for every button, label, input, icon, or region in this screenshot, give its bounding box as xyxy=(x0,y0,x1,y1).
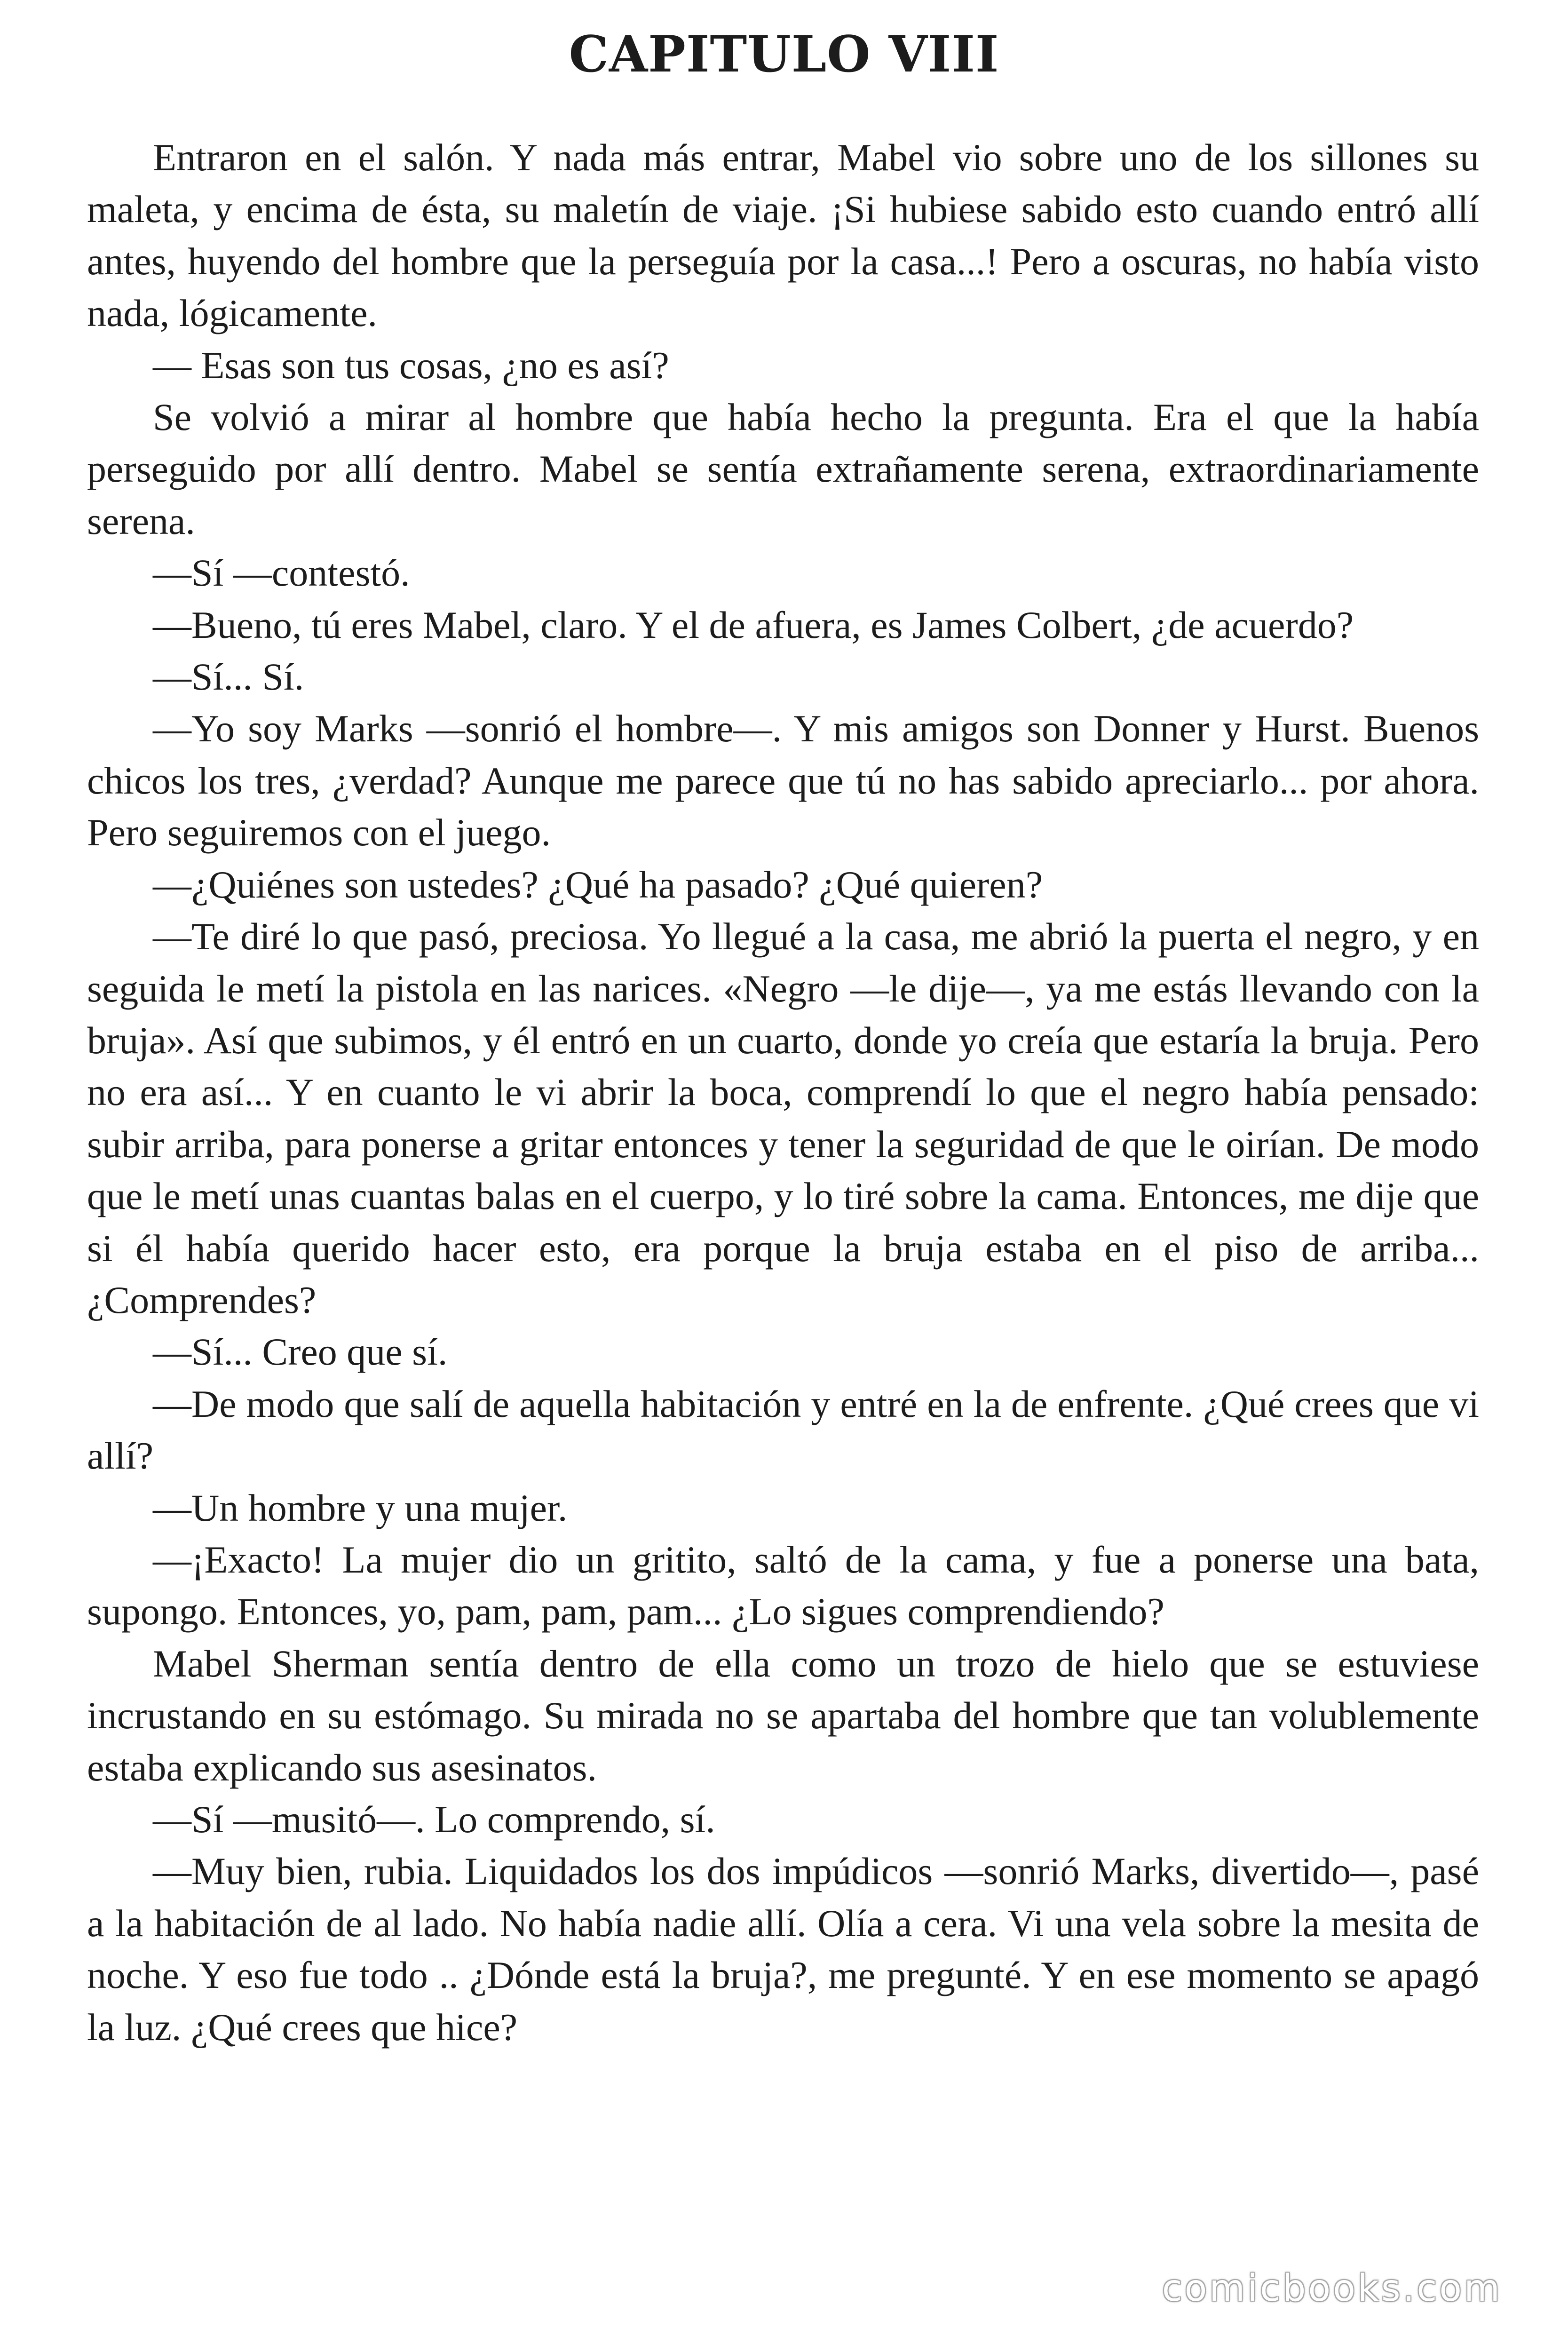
paragraph: —Un hombre y una mujer. xyxy=(153,1486,568,1529)
paragraph: —Yo soy Marks —sonrió el hombre—. Y mis amigos son Donner y Hurst. Buenos chicos los tres, ¿verdad? Aunque me parece que tú no has sabido apreciarlo... por ahora. Pero seguiremos con el juego. xyxy=(87,707,1479,854)
paragraph: Mabel Sherman sentía dentro de ella como un trozo de hielo que se estuviese incrustando en su estómago. Su mirada no se apartaba del hombre que tan volublemente estaba explicando sus asesinatos. xyxy=(87,1642,1479,1789)
paragraph: —¡Exacto! La mujer dio un gritito, saltó de la cama, y fue a ponerse una bata, supongo. Entonces, yo, pam, pam, pam... ¿Lo sigues comprendiendo? xyxy=(87,1538,1479,1633)
paragraph: —Sí... Sí. xyxy=(153,655,304,699)
paragraph: —De modo que salí de aquella habitación y entré en la de enfrente. ¿Qué crees que vi allí? xyxy=(87,1382,1479,1478)
paragraph: —¿Quiénes son ustedes? ¿Qué ha pasado? ¿Qué quieren? xyxy=(153,863,1043,906)
paragraph: Entraron en el salón. Y nada más entrar, Mabel vio sobre uno de los sillones su maleta, y encima de ésta, su maletín de viaje. ¡Si hubiese sabido esto cuando entró allí antes, huyendo del hombre que la perseguía por la casa...! Pero a oscuras, no había visto nada, lógicamente. xyxy=(87,136,1479,335)
paragraph: —Te diré lo que pasó, preciosa. Yo llegué a la casa, me abrió la puerta el negro, y en seguida le metí la pistola en las narices. «Negro —le dije—, ya me estás llevando con la bruja». Así que subimos, y él entró en un cuarto, donde yo creía que estaría la bruja. Pero no era así... Y en cuanto le vi abrir la boca, comprendí lo que el negro había pensado: subir arriba, para ponerse a gritar entonces y tener la seguridad de que le oirían. De modo que le metí unas cuantas balas en el cuerpo, y lo tiré sobre la cama. Entonces, me dije que si él había querido hacer esto, era porque la bruja estaba en el piso de arriba... ¿Comprendes? xyxy=(87,915,1479,1321)
chapter-title: CAPITULO VIII xyxy=(569,24,999,83)
paragraph: — Esas son tus cosas, ¿no es así? xyxy=(153,343,669,387)
paragraph: —Sí —musitó—. Lo comprendo, sí. xyxy=(153,1798,715,1841)
chapter-body xyxy=(87,132,1479,2053)
paragraph: —Sí... Creo que sí. xyxy=(153,1330,448,1374)
watermark: comicbooks.com xyxy=(1162,2267,1502,2310)
paragraph: —Muy bien, rubia. Liquidados los dos impúdicos —sonrió Marks, divertido—, pasé a la habitación de al lado. No había nadie allí. Olía a cera. Vi una vela sobre la mesita de noche. Y eso fue todo .. ¿Dónde está la bruja?, me pregunté. Y en ese momento se apagó la luz. ¿Qué crees que hice? xyxy=(87,1850,1479,2049)
paragraph: —Bueno, tú eres Mabel, claro. Y el de afuera, es James Colbert, ¿de acuerdo? xyxy=(153,603,1354,646)
paragraph: Se volvió a mirar al hombre que había hecho la pregunta. Era el que la había perseguido por allí dentro. Mabel se sentía extrañamente serena, extraordinariamente serena. xyxy=(87,396,1479,542)
paragraph: —Sí —contestó. xyxy=(153,551,410,595)
